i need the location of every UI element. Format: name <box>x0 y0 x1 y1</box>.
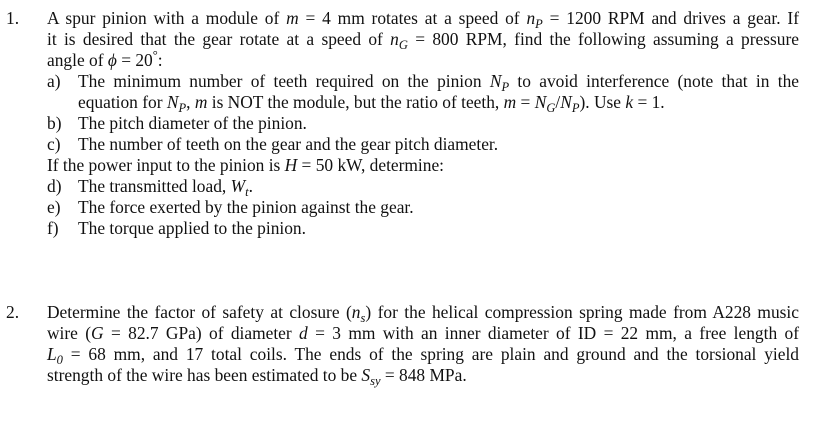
problem-2-line-1: Determine the factor of safety at closure $(n_s)$ for the helical compression spring made from A228 music <box>47 302 799 325</box>
problem-2-line-2: wire (G = 82.7 GPa) of diameter d = 3 mm with an inner diameter of ID = 22 mm, a free length of <box>47 323 799 343</box>
problem-2-number: 2. <box>6 302 20 322</box>
problem-1-intro-line-3: angle of ϕ = 20°: <box>47 48 163 70</box>
item-b-text: The pitch diameter of the pinion. <box>78 113 307 133</box>
item-c-text: The number of teeth on the gear and the gear pitch diameter. <box>78 134 499 154</box>
item-a-line-2: equation for $N_P$, m is NOT the module, but the ratio of teeth, $m = N_G/N_P$). Use k = 1. <box>78 92 665 115</box>
item-c-marker: c) <box>47 134 61 154</box>
power-input-statement: If the power input to the pinion is H = 50 kW, determine: <box>47 155 445 175</box>
item-f-text: The torque applied to the pinion. <box>78 218 306 238</box>
item-e-text: The force exerted by the pinion against the gear. <box>78 197 414 217</box>
item-b-marker: b) <box>47 113 62 133</box>
item-f-marker: f) <box>47 218 59 238</box>
problem-2-line-4: strength of the wire has been estimated to be $S_{sy} = 848$ MPa. <box>47 365 467 388</box>
problem-1-number: 1. <box>6 8 20 28</box>
problem-1-intro-line-1: A spur pinion with a module of m = 4 mm rotates at a speed of $n_P = 1200$ RPM and drives a gear. If <box>47 8 799 31</box>
item-d-marker: d) <box>47 176 62 196</box>
problem-2-line-3: $L_0 = 68$ mm, and 17 total coils. The ends of the spring are plain and ground and the torsional yield <box>47 344 799 367</box>
item-d-text: The transmitted load, $W_t$. <box>78 176 253 199</box>
item-a-marker: a) <box>47 71 61 91</box>
item-a-line-1: The minimum number of teeth required on the pinion $N_P$ to avoid interference (note that in the <box>78 71 800 94</box>
problem-1-intro-line-2: it is desired that the gear rotate at a speed of $n_G = 800$ RPM, find the following assuming a pressure <box>47 29 800 52</box>
item-e-marker: e) <box>47 197 61 217</box>
